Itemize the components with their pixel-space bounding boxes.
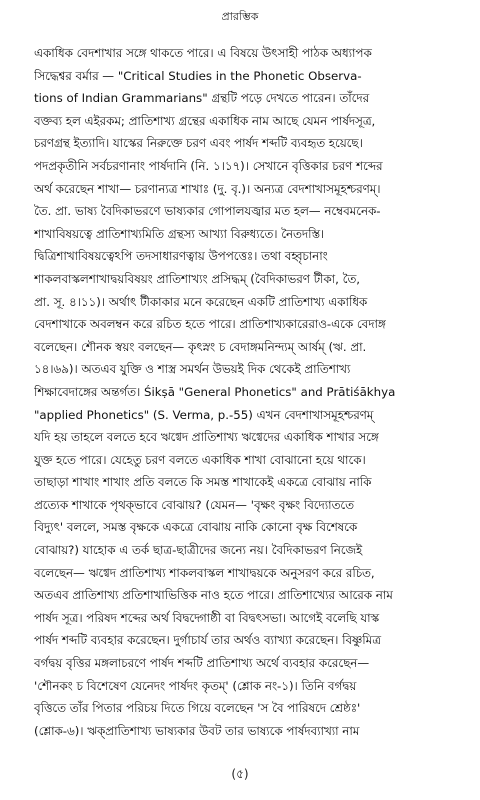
text-line: সিদ্ধেশ্বর বর্মার — "Critical Studies in the Phonetic Observa-	[34, 68, 362, 83]
body-text	[34, 42, 474, 742]
text-line: যদি হয় তাহলে বলতে হবে ঋগ্বেদ প্রাতিশাখ্য ঋগ্বেদের একাধিক শাখার সঙ্গে	[34, 430, 379, 445]
text-line: পার্ষদ শব্দটি ব্যবহার করেছেন। দুর্গাচার্য তার অর্থও ব্যাখ্যা করেছেন। বিষ্ণুমিত্র	[34, 633, 381, 648]
text-line: প্রা. সূ. ৪।১১)। অর্থাৎ টীকাকার মনে করেছেন একটি প্রাতিশাখ্য একাধিক	[34, 294, 368, 309]
text-line: tions of Indian Grammarians" গ্রন্থটি পড়ে দেখতে পারেন। তাঁদের	[34, 91, 370, 106]
text-line: বলেছেন। শৌনক স্বয়ং বলছেন— কৃৎস্নং চ বেদাঙ্গমনিন্দ্যম্ আর্ষম্ (ঋ. প্রা.	[34, 339, 367, 354]
text-line: শাকলবাস্কলশাখাদ্বয়বিষয়ং প্রাতিশাখ্যং প্রসিদ্ধম্ (বৈদিকাভরণ টীকা, তৈ,	[34, 271, 360, 286]
text-line: ১৪।৬৯)। অতএব যুক্তি ও শাস্ত্র সমর্থন উভয়ই দিক থেকেই প্রাতিশাখ্য	[34, 362, 351, 377]
text-line: প্রত্যেক শাখাকে পৃথক্ভাবে বোঝায়? (যেমন— 'বৃক্ষং বৃক্ষং বিদ্যোততে	[34, 497, 355, 512]
text-line: বর্গদ্বয় বৃত্তির মঙ্গলাচরণে পার্ষদ শব্দটি প্রাতিশাখ্য অর্থে ব্যবহার করেছেন—	[34, 656, 370, 671]
text-line: বোঝায়?) যাহোক এ তর্ক ছাত্র-ছাত্রীদের জন্যে নয়। বৈদিকাভরণ নিজেই	[34, 543, 363, 558]
text-line: পার্ষদ সূত্র। পরিষদ শব্দের অর্থ বিদ্বদ্গোষ্ঠী বা বিদ্বৎসভা। আগেই বলেছি যাস্ক	[34, 610, 380, 625]
text-line: একাধিক বেদশাখার সঙ্গে থাকতে পারে। এ বিষয়ে উৎসাহী পাঠক অধ্যাপক	[34, 46, 372, 60]
text-line: "applied Phonetics" (S. Verma, p.-55) এখন বেদশাখাসমূহশ্চরণম্	[34, 407, 374, 422]
text-line: বক্তব্য হল এইরকম; প্রাতিশাখ্য গ্রন্থের একাধিক নাম আছে যেমন পার্ষদসূত্র,	[34, 113, 376, 128]
text-line: দ্বিত্রিশাখাবিষয়ত্বেঽপি তদসাধারণত্বায় উপপত্তেঃ। তথা বহ্বৃচানাং	[34, 249, 328, 264]
text-line: পদপ্রকৃতীনি সর্বচরণানাং পার্ষদানি (নি. ১।১৭)। সেখানে বৃত্তিকার চরণ শব্দের	[34, 158, 383, 173]
text-line: বেদশাখাকে অবলম্বন করে রচিত হতে পারে। প্রাতিশাখ্যকারেরাও-একে বেদাঙ্গ	[34, 317, 386, 332]
text-line: তৈ. প্রা. ভাষ্য বৈদিকাভরণে ভাষ্যকার গোপালযজ্বার মত হল— নম্বেবমনেক-	[34, 204, 381, 219]
text-line: 'শৌনকং চ বিশেষেণ যেনেদং পার্ষদং কৃতম্' (শ্লোক নং-১)। তিনি বর্গদ্বয়	[34, 678, 357, 693]
text-line: শাখাবিষয়ত্বে প্রাতিশাখ্যমিতি গ্রন্থস্য আখ্যা বিরুধ্যতে। নৈতদস্তি।	[34, 226, 325, 241]
page-number: (৫)	[231, 767, 249, 781]
text-line: যুক্ত হতে পারে। যেহেতু চরণ বলতে একাধিক শাখা বোঝানো হয়ে থাকে।	[34, 452, 366, 467]
text-line: তাছাড়া শাখাং শাখাং প্রতি বলতে কি সমস্ত শাখাকেই একত্রে বোঝায় নাকি	[34, 475, 372, 490]
text-line: শিক্ষাবেদাঙ্গের অন্তর্গত। Śikṣā "General Phonetics" and Prātiśākhya	[34, 384, 396, 399]
text-line: চরণগ্রন্থ ইত্যাদি। যাস্কের নিরুক্তে চরণ এবং পার্ষদ শব্দটি ব্যবহৃত হয়েছে।	[34, 136, 363, 151]
text-line: (শ্লোক-৬)। ঋক্প্রাতিশাখ্য ভাষ্যকার উবট তার ভাষ্যকে পার্ষদব্যাখ্যা নাম	[34, 723, 360, 738]
text-line: অর্থ করেছেন শাখা— চরণান্যত্র শাখাঃ (দু. বৃ.)। অন্যত্র বেদশাখাসমূহশ্চরণম্।	[34, 181, 381, 196]
text-line: বিদ্যুৎ' বললে, সমস্ত বৃক্ষকে একত্রে বোঝায় নাকি কোনো বৃক্ষ বিশেষকে	[34, 520, 358, 535]
text-line: বলেছেন— ঋগ্বেদ প্রাতিশাখ্য শাকলবাস্কল শাখাদ্বয়কে অনুসরণ করে রচিত,	[34, 565, 375, 580]
running-header: প্রারম্ভিক	[221, 10, 259, 23]
text-line: অতএব প্রাতিশাখ্য প্রতিশাখাভিত্তিক নাও হতে পারে। প্রাতিশাখ্যের আরেক নাম	[34, 588, 393, 603]
text-line: বৃত্তিতে তাঁর পিতার পরিচয় দিতে গিয়ে বলেছেন 'স বৈ পারিষদে শ্রেষ্ঠঃ'	[34, 701, 361, 716]
